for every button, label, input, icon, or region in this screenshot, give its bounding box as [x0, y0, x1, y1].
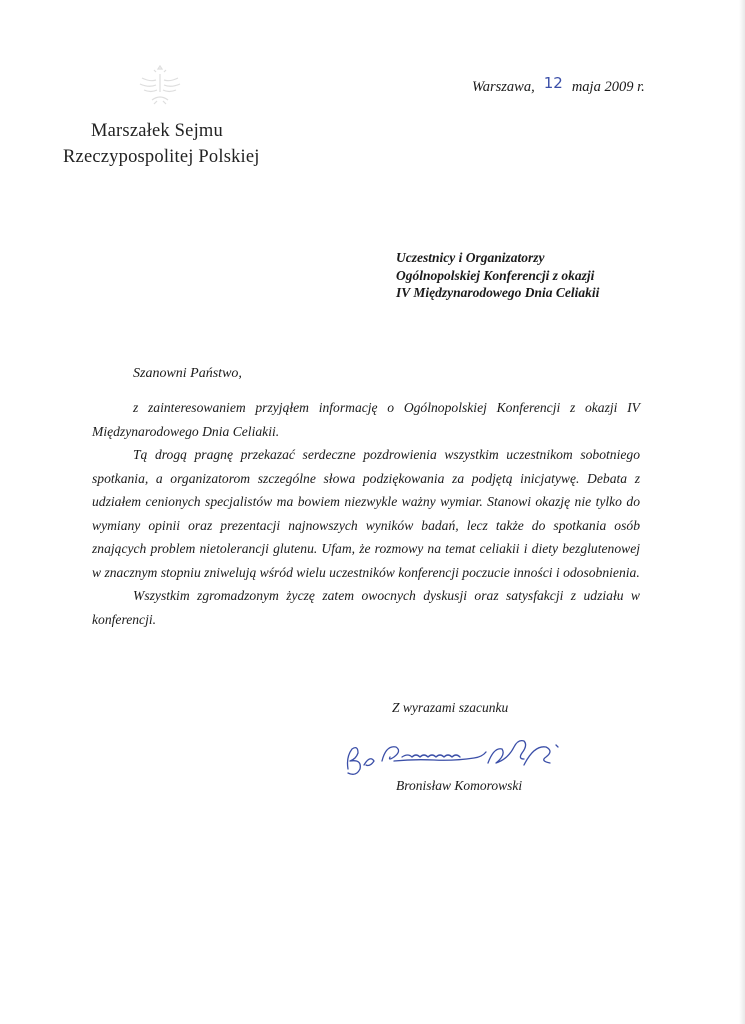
signer-name: Bronisław Komorowski — [396, 778, 523, 793]
recipients-line3: IV Międzynarodowego Dnia Celiakii — [396, 285, 600, 300]
letter-date — [472, 74, 645, 96]
date-place: Warszawa, — [472, 79, 535, 95]
office-title-line1: Marszałek Sejmu — [91, 121, 223, 141]
letter-body — [92, 396, 640, 631]
eagle-emblem-icon — [134, 60, 186, 110]
office-title-line2: Rzeczypospolitej Polskiej — [63, 147, 260, 167]
date-month-year: maja 2009 r. — [571, 79, 645, 95]
body-paragraph-3: Wszystkim zgromadzonym życzę zatem owocnych dyskusji oraz satysfakcji z udziału w konferencji. — [92, 588, 640, 627]
recipients-block — [396, 249, 599, 302]
closing-phrase: Z wyrazami szacunku — [392, 700, 509, 715]
date-day-handwritten: 12 — [543, 74, 563, 92]
recipients-line2: Ogólnopolskiej Konferencji z okazji — [396, 267, 595, 283]
recipients-line1: Uczestnicy i Organizatorzy — [396, 250, 545, 265]
body-paragraph-1: z zainteresowaniem przyjąłem informację o Ogólnopolskiej Konferencji z okazji IV Międzynarodowego Dnia Celiakii. — [92, 400, 640, 439]
page-edge — [739, 0, 745, 1024]
salutation: Szanowni Państwo, — [133, 366, 242, 381]
body-paragraph-2: Tą drogą pragnę przekazać serdeczne pozdrowienia wszystkim uczestnikom sobotniego spotkania, a organizatorom szczególne słowa podziękowania za podjętą inicjatywę. Debata z udziałem cenionych specjalistów ma bowiem niezwykle ważny wymiar. Stanowi okazję nie tylko do wymiany opinii oraz prezentacji najnowszych wyników badań, lecz także do spotkania osób znających problem nietolerancji glutenu. Ufam, że rozmowy na temat celiakii i diety bezglutenowej w znacznym stopniu zniwelują wśród wielu uczestników konferencji poczucie inności i odosobnienia. — [92, 447, 640, 580]
